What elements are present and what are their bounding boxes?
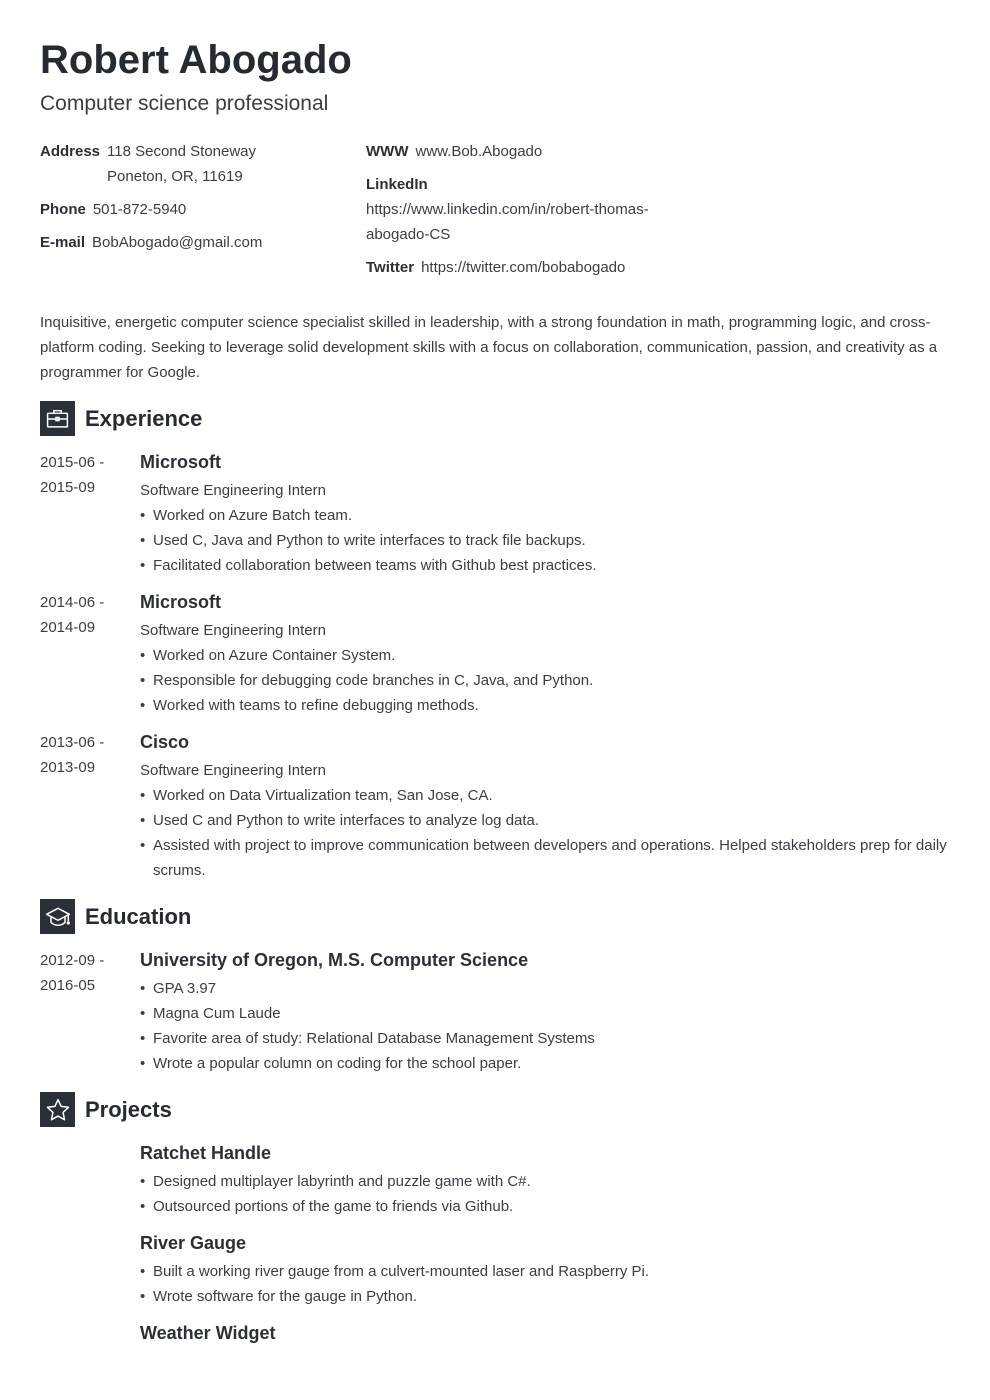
www-row bbox=[366, 139, 666, 164]
bullet-list bbox=[140, 643, 950, 718]
company-name: Microsoft bbox=[140, 592, 221, 612]
projects-title: Projects bbox=[85, 1096, 172, 1122]
bullet-item: • GPA 3.97 bbox=[140, 976, 950, 1001]
star-icon bbox=[40, 1092, 75, 1127]
linkedin-block bbox=[366, 172, 666, 247]
bullet-item: • Outsourced portions of the game to friends via Github. bbox=[140, 1194, 950, 1219]
date-start: 2014-06 - bbox=[40, 594, 105, 611]
bullet-item: • Assisted with project to improve communication between developers and operations. Helped stakeholders prep for daily scrums. bbox=[140, 833, 950, 883]
contact-right bbox=[366, 139, 666, 288]
project-name: Weather Widget bbox=[140, 1323, 276, 1343]
bullet-list bbox=[140, 1169, 950, 1219]
entry-date bbox=[40, 948, 120, 998]
email-label: E-mail bbox=[40, 234, 86, 251]
bullet-list bbox=[140, 783, 950, 883]
address-value bbox=[107, 139, 256, 189]
contact-left bbox=[40, 139, 340, 263]
linkedin-label: LinkedIn bbox=[366, 176, 428, 193]
experience-title: Experience bbox=[85, 405, 203, 431]
candidate-name: Robert Abogado bbox=[40, 38, 352, 82]
bullet-item: • Built a working river gauge from a culvert-mounted laser and Raspberry Pi. bbox=[140, 1259, 950, 1284]
briefcase-icon bbox=[40, 401, 75, 436]
bullet-item: • Favorite area of study: Relational Database Management Systems bbox=[140, 1026, 950, 1051]
date-end: 2015-09 bbox=[40, 479, 96, 496]
phone-label: Phone bbox=[40, 201, 86, 218]
projects-section-header bbox=[40, 1092, 172, 1127]
entry-body bbox=[140, 450, 950, 578]
twitter-value[interactable]: https://twitter.com/bobabogado bbox=[421, 259, 626, 276]
candidate-title: Computer science professional bbox=[40, 92, 329, 115]
education-title: Education bbox=[85, 903, 192, 929]
project-name: Ratchet Handle bbox=[140, 1143, 272, 1163]
job-role: Software Engineering Intern bbox=[140, 482, 326, 499]
bullet-item: • Used C, Java and Python to write interfaces to track file backups. bbox=[140, 528, 950, 553]
graduation-cap-icon bbox=[40, 899, 75, 934]
linkedin-value-line-1[interactable]: https://www.linkedin.com/in/robert-thomas- bbox=[366, 201, 649, 218]
summary-paragraph: Inquisitive, energetic computer science specialist skilled in leadership, with a strong foundation in math, programming logic, and cross-platform coding. Seeking to leverage solid development skills with a focus on collaboration, communication, passion, and creativity as a programmer for Google. bbox=[40, 314, 938, 381]
date-start: 2013-06 - bbox=[40, 734, 105, 751]
job-role: Software Engineering Intern bbox=[140, 622, 326, 639]
bullet-item: • Worked on Azure Container System. bbox=[140, 643, 950, 668]
date-end: 2013-09 bbox=[40, 759, 96, 776]
education-section-header bbox=[40, 899, 191, 934]
entry-body bbox=[140, 948, 950, 1076]
school-name: University of Oregon, M.S. Computer Science bbox=[140, 950, 529, 970]
entry-body bbox=[140, 590, 950, 718]
address-line-2: Poneton, OR, 11619 bbox=[107, 168, 243, 185]
bullet-list bbox=[140, 1259, 950, 1309]
company-name: Microsoft bbox=[140, 452, 221, 472]
twitter-row bbox=[366, 255, 666, 280]
bullet-item: • Wrote a popular column on coding for the school paper. bbox=[140, 1051, 950, 1076]
company-name: Cisco bbox=[140, 732, 190, 752]
bullet-list bbox=[140, 503, 950, 578]
bullet-item: • Wrote software for the gauge in Python. bbox=[140, 1284, 950, 1309]
bullet-item: • Facilitated collaboration between teams with Github best practices. bbox=[140, 553, 950, 578]
entry-body bbox=[140, 730, 950, 883]
date-start: 2015-06 - bbox=[40, 454, 105, 471]
bullet-item: • Worked on Data Virtualization team, San Jose, CA. bbox=[140, 783, 950, 808]
twitter-label: Twitter bbox=[366, 259, 415, 276]
job-role: Software Engineering Intern bbox=[140, 762, 326, 779]
linkedin-value-line-2[interactable]: abogado-CS bbox=[366, 226, 451, 243]
bullet-list bbox=[140, 976, 950, 1076]
entry-date bbox=[40, 450, 120, 500]
address-row bbox=[40, 139, 340, 189]
entry-body bbox=[140, 1231, 950, 1309]
date-start: 2012-09 - bbox=[40, 952, 105, 969]
bullet-item: • Worked on Azure Batch team. bbox=[140, 503, 950, 528]
address-line-1: 118 Second Stoneway bbox=[107, 143, 257, 160]
bullet-item: • Used C and Python to write interfaces to analyze log data. bbox=[140, 808, 950, 833]
phone-row bbox=[40, 197, 340, 222]
bullet-item: • Magna Cum Laude bbox=[140, 1001, 950, 1026]
date-end: 2016-05 bbox=[40, 977, 96, 994]
entry-body bbox=[140, 1141, 950, 1219]
date-end: 2014-09 bbox=[40, 619, 96, 636]
bullet-item: • Designed multiplayer labyrinth and puzzle game with C#. bbox=[140, 1169, 950, 1194]
email-value[interactable]: BobAbogado@gmail.com bbox=[92, 234, 263, 251]
entry-body bbox=[140, 1321, 950, 1345]
phone-value: 501-872-5940 bbox=[92, 201, 187, 218]
address-label: Address bbox=[40, 143, 101, 160]
entry-date bbox=[40, 730, 120, 780]
www-label: WWW bbox=[366, 143, 409, 160]
www-value[interactable]: www.Bob.Abogado bbox=[415, 143, 543, 160]
experience-section-header bbox=[40, 401, 202, 436]
email-row bbox=[40, 230, 340, 255]
bullet-item: • Worked with teams to refine debugging methods. bbox=[140, 693, 950, 718]
entry-date bbox=[40, 590, 120, 640]
bullet-item: • Responsible for debugging code branches in C, Java, and Python. bbox=[140, 668, 950, 693]
project-name: River Gauge bbox=[140, 1233, 247, 1253]
